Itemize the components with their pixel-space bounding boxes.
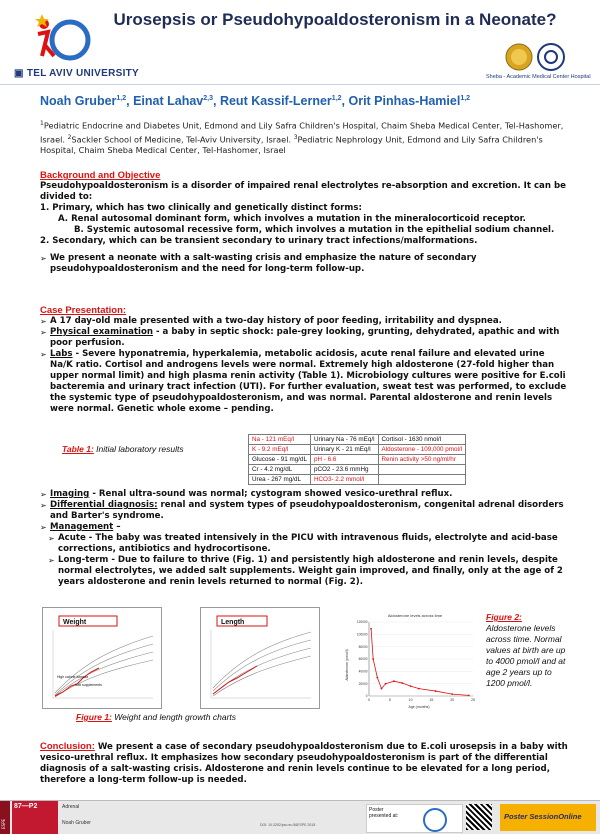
author: Orit Pinhas-Hamiel$^{1,2}$ — [348, 94, 471, 108]
case-section — [40, 305, 570, 415]
table-row: K - 9.2 mEq/l Urinary K - 21 mEq/l Aldosterone - 109,000 pmol/l — [249, 445, 466, 455]
x-tick-label: 15 — [429, 698, 434, 702]
data-point — [372, 658, 374, 660]
table-row: Glucose - 91 mg/dL pH - 6.6 Renin activity >50 ng/ml/hr — [249, 455, 466, 465]
footer-accent — [0, 801, 10, 834]
paragraph: Pseudohypoaldosteronism is a disorder of impaired renal electrolytes re-absorption and excretion. It can be divided to: — [40, 181, 566, 202]
poster-session-online-logo[interactable]: Poster SessionOnline — [500, 804, 596, 831]
data-point — [370, 628, 372, 630]
section-heading: Case Presentation: — [40, 305, 127, 316]
paragraph: Conclusion: We present a case of secondary pseudohypoaldosteronism due to E.coli urosepsis in a baby with vesico-urethral reflux. It emphasizes how secondary pseudohypoaldosteronism is part of the differential diagnosis of a salt-wasting crisis. Aldosterone and renin levels continue to be elevated for a long period, therefore a long-term follow-up is needed. — [40, 741, 568, 785]
y-axis-label: Aldosterone (pmol/l) — [345, 649, 349, 681]
y-tick-label: 40000 — [358, 669, 368, 674]
data-point — [401, 682, 403, 684]
list-item: ➢ Acute - The baby was treated intensively in the PICU with intravenous fluids, electrolyte and acid-base corrections, antibiotics and hydrocortisone. — [40, 533, 570, 555]
author: Noah Gruber$^{1,2}$ — [40, 94, 127, 108]
x-tick-label: 10 — [408, 698, 413, 702]
case-section-continued — [40, 489, 570, 588]
footer-bar — [0, 800, 600, 834]
y-tick-label: 0 — [365, 694, 368, 699]
list-item: B. Systemic autosomal recessive form, which involves a mutation in the epithelial sodium channel. — [74, 225, 555, 235]
list-item: A. Renal autosomal dominant form, which involves a mutation in the mineralocorticoid receptor. — [58, 214, 526, 224]
footer-presented-box: Poster presented at: — [366, 804, 463, 833]
author-list: Noah Gruber$^{1,2}$, Einat Lahav$^{2,3}$, Reut Kassif-Lerner$^{1,2}$, Orit Pinhas-Hamiel$^{1,2}$ — [40, 94, 471, 108]
footer-doi: DOI: 10.3252/pso.eu.56ESPE.2018 — [260, 823, 316, 827]
figure1-caption: Figure 1: Weight and length growth charts — [76, 712, 237, 722]
list-item: ➢ Imaging - Renal ultra-sound was normal; cystogram showed vesico-urethral reflux. — [40, 489, 570, 500]
y-tick-label: 20000 — [358, 681, 368, 686]
data-point — [468, 694, 470, 696]
x-tick-label: 5 — [388, 698, 391, 702]
length-curve — [213, 666, 257, 694]
x-tick-label: 20 — [450, 698, 455, 702]
figure2-caption: Figure 2: Aldosterone levels across time. Normal values at birth are up to 4000 pmol/l and at age 2 years up to 1200 pmol/l. — [486, 612, 566, 688]
high-calorie-note: High calorie formula — [57, 675, 89, 679]
section-heading: Background and Objective — [40, 170, 161, 181]
list-item: ➢ Physical examination - a baby in septic shock: pale-grey looking, grunting, dehydrated, apathic and with poor perfusion. — [40, 327, 570, 349]
sheba-logo-icon — [505, 42, 567, 72]
author: Reut Kassif-Lerner$^{1,2}$ — [219, 94, 342, 108]
table-caption: Table 1: Initial laboratory results — [62, 444, 184, 454]
conclusion-section — [40, 741, 570, 786]
list-item: ➢ Management – — [40, 522, 570, 533]
list-item: ➢ A 17 day-old male presented with a two-day history of poor feeding, irritability and dyspnea. — [40, 316, 570, 327]
author: Einat Lahav$^{2,3}$ — [133, 94, 213, 108]
x-axis-label: Age (months) — [408, 705, 430, 709]
list-item: 2. Secondary, which can be transient secondary to urinary tract infections/malformations. — [40, 236, 478, 246]
data-point — [410, 685, 412, 687]
list-item: ➢ Differential diagnosis: renal and system types of pseudohypoaldosteronism, congenital adrenal disorders and Barter's syndrome. — [40, 500, 570, 522]
aldosterone-chart — [345, 610, 477, 710]
footer-code-block: 87—P2 — [12, 801, 58, 834]
length-chart — [200, 607, 320, 709]
data-point — [393, 680, 395, 682]
espe-footer-icon — [423, 808, 447, 832]
y-tick-label: 100000 — [356, 632, 368, 637]
espe-logo-icon — [32, 12, 92, 64]
data-point — [418, 688, 420, 690]
aim-paragraph: ➢ We present a neonate with a salt-wasting crisis and emphasize the nature of secondary pseudohypoaldosteronism and the need for long-term follow-up. — [40, 253, 570, 275]
list-item: 1. Primary, which has two clinically and genetically distinct forms: — [40, 203, 362, 213]
y-tick-label: 80000 — [358, 644, 368, 649]
y-tick-label: 120000 — [356, 620, 368, 625]
table-row: Cr - 4.2 mg/dL pCO2 - 23.6 mmHg — [249, 465, 466, 475]
table-row: Urea - 267 mg/dL HCO3- 2.2 mmol/l — [249, 475, 466, 485]
background-section — [40, 170, 570, 275]
footer-side-label: ESPE — [1, 818, 6, 829]
header-divider — [0, 84, 600, 85]
y-tick-label: 60000 — [358, 657, 368, 662]
list-item: ➢ Long-term - Due to failure to thrive (Fig. 1) and persistently high aldosterone and renin levels, despite normal electrolytes, we added salt supplements. Weight gain improved, and finally, only at the age of 2 years aldosterone and renin levels returned to normal (Fig. 2). — [40, 555, 570, 588]
affiliations: $^1$Pediatric Endocrine and Diabetes Unit, Edmond and Lily Safra Children's Hospital, Chaim Sheba Medical Center, Tel-Hashomer, Israel. $^2$Sackler School of Medicine, Tel-Aviv University, Israel. $^3$Pediatric Nephrology Unit, Edmond and Lily Safra Children's Hospital, Chaim Sheba Medical Center, Tel-Hashomer, Israel — [40, 120, 564, 156]
chart-title: Aldosterone levels across time — [387, 613, 443, 618]
sheba-caption: Sheba - Academic Medical Center Hospital — [486, 74, 591, 80]
data-point — [435, 690, 437, 692]
data-point — [385, 683, 387, 685]
length-label: Length — [221, 619, 245, 626]
data-point — [376, 677, 378, 679]
page-title: Urosepsis or Pseudohypoaldosteronism in a Neonate? — [113, 10, 557, 29]
series-line — [371, 629, 469, 696]
table-row: Na - 121 mEq/l Urinary Na - 76 mEq/l Cortisol - 1630 nmol/l — [249, 435, 466, 445]
footer-presenter: Noah Gruber — [62, 820, 91, 826]
salt-note: Salt supplements — [75, 683, 102, 687]
weight-label: Weight — [63, 619, 87, 626]
tau-logo: ▣ TEL AVIV UNIVERSITY — [14, 68, 140, 79]
data-point — [381, 688, 383, 690]
tau-icon: ▣ — [14, 68, 27, 79]
qr-code-icon[interactable] — [466, 804, 492, 830]
weight-chart — [42, 607, 162, 709]
x-tick-label: 25 — [471, 698, 475, 702]
list-item: ➢ Labs - Severe hyponatremia, hyperkalemia, metabolic acidosis, acute renal failure and elevated urine Na/K ratio. Cortisol and androgens levels were normal. Extremely high aldosterone (27-fold higher than upper normal limit) and high plasma renin activity (Table 1). Microbiology cultures were positive for E.coli bacteremia and urinary tract infection (UTI). For further evaluation, sweat test was performed, to exclude the systemic type of pseudohypoaldosteronism, and was normal. Parental aldosterone and renin levels were normal. Genetic whole exome – pending. — [40, 349, 570, 415]
footer-topic: Adrenal — [62, 804, 80, 810]
data-point — [451, 693, 453, 695]
lab-results-table — [248, 434, 466, 485]
x-tick-label: 0 — [368, 698, 370, 702]
